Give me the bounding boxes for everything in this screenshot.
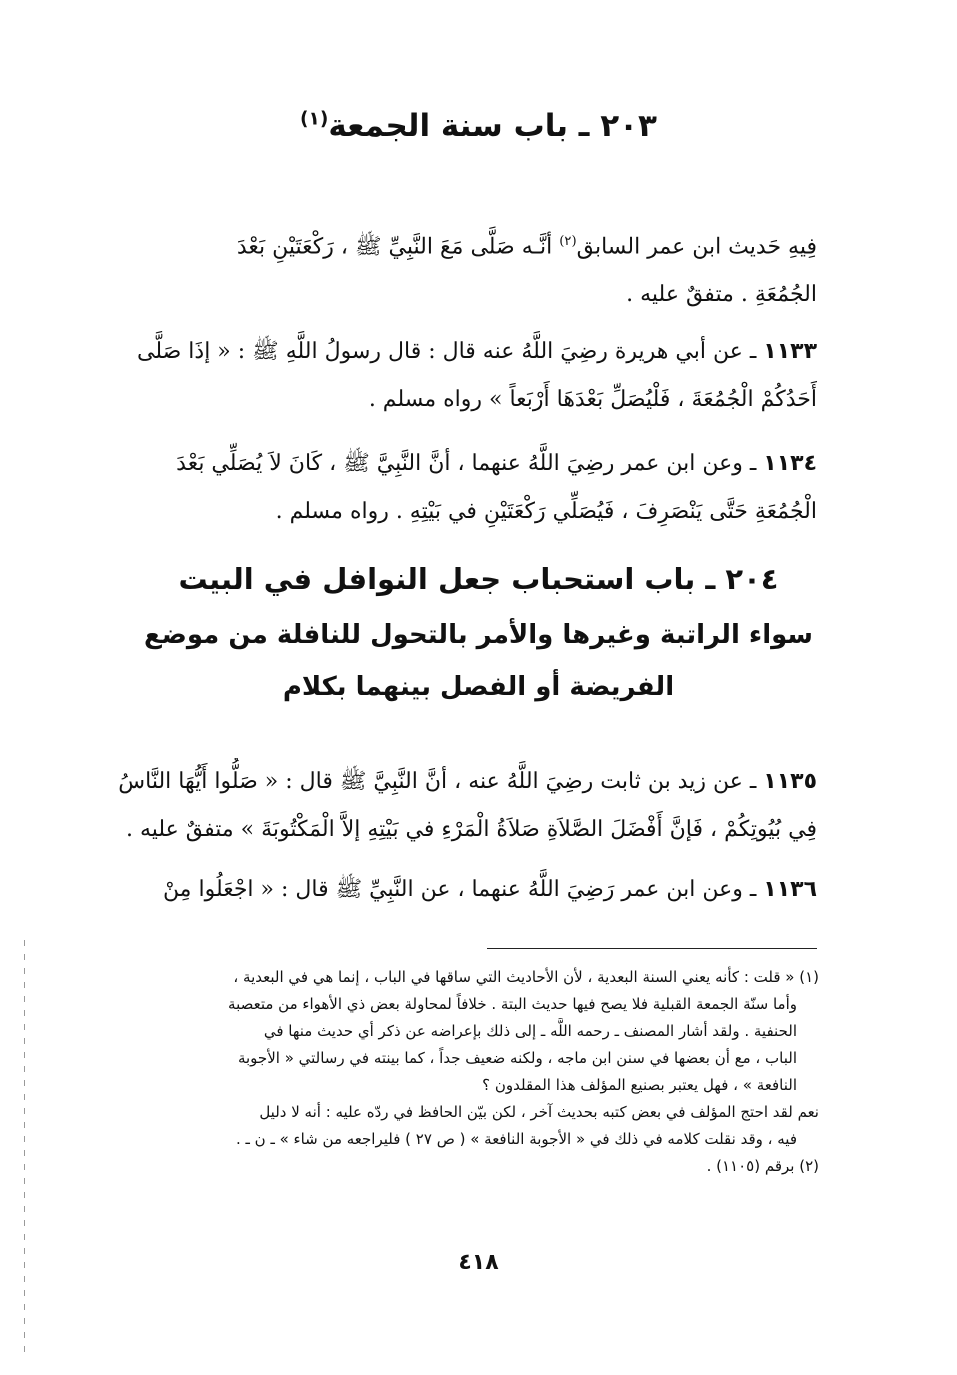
hadith-1135 <box>72 758 817 854</box>
chapter-203-heading <box>70 108 887 144</box>
hadith-text: ـ عن زيد بن ثابت رضِيَ اللَّهُ عنه ، أنَّ النَّبِيَّ ﷺ قال : « صَلُّوا أَيُّهَا النَّاسُ <box>118 769 764 794</box>
footnote-1-line: النافعة » ، فهل يعتبر بصنيع المؤلف هذا المقلدون ؟ <box>482 1076 797 1094</box>
chapter-204-title-line-3: الفريضة أو الفصل بينهما بكلام <box>282 672 675 702</box>
hadith-1136 <box>72 866 817 914</box>
chapter-204-title-line-1: ٢٠٤ ـ باب استحباب جعل النوافل في البيت <box>178 562 779 596</box>
hadith-number: ١١٣٥ <box>763 769 817 794</box>
hadith-text: ـ عن أبي هريرة رضِيَ اللَّهُ عنه قال : قال رسولُ اللَّهِ ﷺ : « إذَا صَلَّى <box>136 339 764 364</box>
hadith-1134 <box>72 440 817 536</box>
hadith-text: ـ وعن ابن عمر رَضِيَ اللَّهُ عنهما ، عن النَّبِيِّ ﷺ قال : « اجْعَلُوا مِنْ <box>162 877 764 902</box>
hadith-1135-line-1 <box>72 758 817 806</box>
intro-paragraph <box>72 218 817 319</box>
intro-text-a: فِيهِ حَديث ابن عمر السابق <box>576 234 817 260</box>
footnote-divider <box>487 948 817 949</box>
hadith-1133 <box>72 328 817 424</box>
page-edge-rule <box>24 940 25 1360</box>
hadith-1136-line-1 <box>72 866 817 914</box>
hadith-text: ـ وعن ابن عمر رضِيَ اللَّهُ عنهما ، أنَّ النَّبِيَّ ﷺ ، كَانَ لاَ يُصَلِّي بَعْدَ <box>176 451 764 476</box>
hadith-1134-line-2: الْجُمُعَةِ حَتَّى يَنْصَرِفَ ، فَيُصَلِّي رَكْعَتَيْنِ في بَيْتِهِ . رواه مسلم . <box>275 499 817 524</box>
chapter-203-footnote-mark: (١) <box>300 108 329 130</box>
footnotes <box>90 964 819 1180</box>
chapter-203-title: ٢٠٣ ـ باب سنة الجمعة <box>328 108 657 144</box>
hadith-1133-line-1 <box>72 328 817 376</box>
chapter-204-title-line-2: سواء الراتبة وغيرها والأمر بالتحول للنافلة من موضع <box>144 620 813 650</box>
footnote-1-line: نعم لقد احتج المؤلف في بعض كتبه بحديث آخر ، لكن بيّن الحافظ في ردّه عليه : أنه لا دليل <box>259 1103 819 1121</box>
footnote-1-line: وأما سنّة الجمعة القبلية فلا يصح فيها حديث البتة . خلافاً لمحاولة بعض ذي الأهواء من متعصبة <box>228 995 797 1013</box>
footnote-1-line: (١) « قلت : كأنه يعني السنة البعدية ، لأن الأحاديث التي ساقها في الباب ، إنما هي في البعدية ، <box>233 968 819 986</box>
hadith-number: ١١٣٣ <box>763 339 817 364</box>
intro-footnote-mark: (٢) <box>559 234 577 249</box>
hadith-number: ١١٣٦ <box>763 877 817 902</box>
hadith-1135-line-2: فِي بُيُوتِكُمْ ، فَإنَّ أَفْضَلَ الصَّلاَةِ صَلاَةُ الْمَرْءِ في بَيْتِهِ إلاَّ الْمَكْتُوبَةَ » متفقٌ عليه . <box>125 817 817 842</box>
footnote-1-line: الحنفية . ولقد أشار المصنف ـ رحمه اللَّه ـ إلى ذلك بإعراضه عن ذكر أي حديث منها في <box>263 1022 797 1040</box>
footnote-1-line: الباب ، مع أن بعضها في سنن ابن ماجه ، ولكنه ضعيف جداً ، كما بينته في رسالتي « الأجوبة <box>237 1049 797 1067</box>
hadith-number: ١١٣٤ <box>763 451 817 476</box>
footnote-1-line: فيه ، وقد نقلت كلامه في ذلك في « الأجوبة النافعة » ( ص ٢٧ ) فليراجعه من شاء » ـ ن ـ . <box>235 1130 797 1148</box>
footnote-2: (٢) برقم (١١٠٥) . <box>706 1157 819 1175</box>
intro-line-1 <box>72 218 817 271</box>
intro-line-2: الجُمُعَةِ . متفقٌ عليه . <box>626 282 817 308</box>
hadith-1134-line-1 <box>72 440 817 488</box>
intro-text-b: أنَّـه صَلَّى مَعَ النَّبِيِّ ﷺ ، رَكْعَتَيْنِ بَعْدَ <box>236 234 560 260</box>
hadith-1133-line-2: أَحَدُكُمْ الْجُمُعَةَ ، فَلْيُصَلِّ بَعْدَهَا أَرْبَعاً » رواه مسلم . <box>368 387 817 412</box>
page-number: ٤١٨ <box>458 1250 499 1275</box>
